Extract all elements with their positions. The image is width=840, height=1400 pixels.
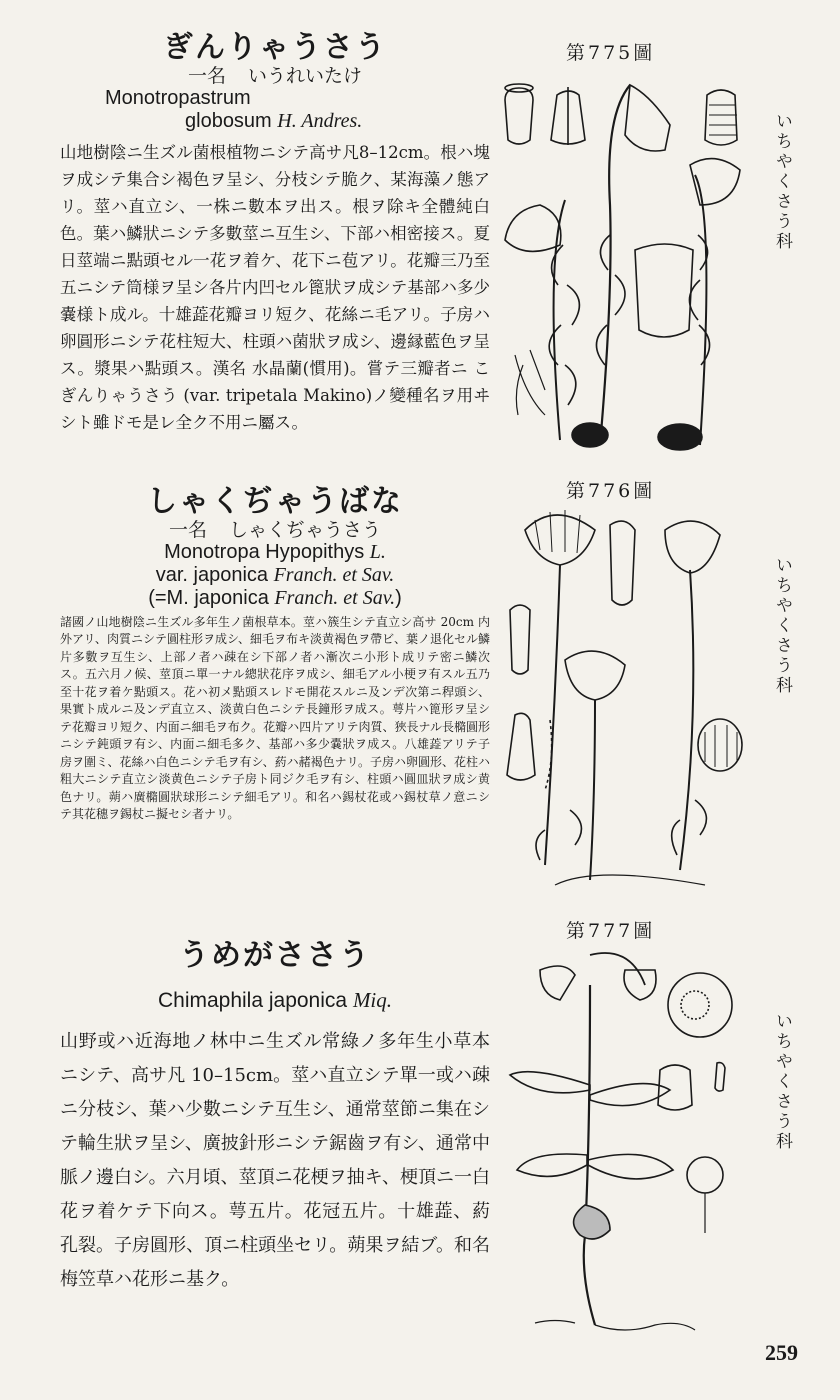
botanical-illustration-775 [495, 65, 765, 465]
family-label: いちやくさう科 [772, 112, 792, 252]
japanese-name: ぎんりゃうさう [163, 30, 387, 65]
latin-epithet: globosum [185, 109, 272, 132]
latin-name-line-2 [60, 564, 490, 587]
latin-variety: var. japonica [155, 563, 269, 586]
alternate-name [60, 520, 490, 541]
figure-label-776: 第776圖 [566, 480, 656, 502]
latin-author: L. [369, 540, 386, 563]
latin-name-line-2 [60, 110, 490, 133]
latin-name-line-1 [60, 541, 490, 564]
japanese-name: しゃくぢゃうばな [147, 484, 403, 519]
japanese-name: うめがささう [179, 938, 371, 973]
latin-author: Franch. et Sav. [274, 586, 396, 609]
latin-author: Miq. [352, 988, 393, 1012]
latin-author: Franch. et Sav. [273, 563, 395, 586]
family-label: いちやくさう科 [772, 556, 792, 696]
figure-label-777: 第777圖 [566, 920, 656, 942]
alternate-name [60, 66, 490, 87]
latin-synonym: (=M. japonica [148, 586, 269, 609]
botanical-illustration-777 [495, 945, 765, 1340]
latin-author: H. Andres. [277, 109, 363, 132]
alt-name-value: いうれいたけ [248, 65, 363, 87]
latin-paren: ) [395, 586, 402, 609]
alt-name-label: 一名 [168, 519, 207, 541]
latin-name-line-1: Monotropastrum [105, 86, 251, 109]
botanical-illustration-776 [495, 500, 765, 900]
entry-shakujouban [60, 484, 490, 824]
entry-umegasasou [60, 938, 490, 1297]
description-text: 山地樹陰ニ生ズル菌根植物ニシテ高サ凡8–12cm。根ハ塊ヲ成シテ集合シ褐色ヲ呈シ、分枝シテ脆ク、某海藻ノ態アリ。莖ハ直立シ、一株ニ數本ヲ出ス。根ヲ除キ全體純白色。葉ハ鱗狀ニシテ多數莖ニ互生シ、下部ハ相密接ス。夏日莖端ニ點頭セル一花ヲ着ケ、花下ニ苞アリ。花瓣三乃至五ニシテ筒様ヲ呈シ各片内凹セル篦狀ヲ成シテ基部ハ多少嚢様ト成ル。十雄蕋花瓣ヨリ短ク、花絲ニ毛アリ。子房ハ卵圓形ニシテ花柱短大、柱頭ハ菌狀ヲ成シ、邊縁藍色ヲ呈ス。漿果ハ點頭ス。漢名 水晶蘭(慣用)。嘗テ三瓣者ニ こぎんりゃうさう (var. tripetala Makino)ノ變種名ヲ用ヰシト雖ドモ是レ全ク不用ニ屬ス。 [60, 142, 490, 432]
alt-name-label: 一名 [187, 65, 226, 87]
family-label: いちやくさう科 [772, 1012, 792, 1152]
page-number: 259 [765, 1340, 798, 1365]
latin-name-line-1 [60, 988, 490, 1013]
alt-name-value: しゃくぢゃうさう [229, 519, 382, 541]
description-text: 諸國ノ山地樹陰ニ生ズル多年生ノ菌根草本。莖ハ簇生シテ直立シ高サ 20cm 内外アリ、肉質ニシテ圓柱形ヲ成シ、細毛ヲ布キ淡黄褐色ヲ帶ビ、葉ノ退化セル鱗片多數ヲ互生シ、上部ノ者ハ疎在シ下部ノ者ハ漸次ニ小形ト成リテ密ニ鱗次ス。五六月ノ候、莖頂ニ單一ナル總狀花序ヲ成シ、細毛アル小梗ヲ有スル五乃至十花ヲ着ケ點頭ス。花ハ初メ點頭スレドモ開花スルニ及ンデ次第ニ稈頭シ、果實ト成ルニ及ンデ直立ス、淡黄白色ニシテ長鐘形ヲ成ス。萼片ハ篦形ヲ呈シテ花瓣ヨリ短ク、内面ニ細毛ヲ布ク。花瓣ハ四片アリテ肉質、狹長ナル長橢圓形ニシテ鈍頭ヲ有シ、内面ニ細毛多ク、基部ハ多少嚢狀ヲ成ス。八雄蕋アリテ子房ヲ圍ミ、花絲ハ白色ニシテ毛ヲ有シ、葯ハ赭褐色ナリ。子房ハ卵圓形、花柱ハ粗大ニシテ直立シ淡黄色ニシテ子房ト同ジク毛ヲ有シ、柱頭ハ圓皿狀ヲ成シ黄色ナリ。蒴ハ廣橢圓狀球形ニシテ細毛アリ。和名ハ錫杖花或ハ錫杖草ノ意ニシテ其花穗ヲ錫杖ニ擬セシ者ナリ。 [60, 614, 490, 822]
latin-species: Monotropa Hypopithys [164, 540, 365, 563]
latin-species: Chimaphila japonica [157, 989, 348, 1012]
latin-name-line-3 [60, 587, 490, 610]
entry-ginryousou [60, 30, 490, 436]
figure-label-775: 第775圖 [566, 42, 656, 64]
description-text: 山野或ハ近海地ノ林中ニ生ズル常綠ノ多年生小草本ニシテ、高サ凡 10–15cm。莖ハ直立シテ單一或ハ疎ニ分枝シ、葉ハ少數ニシテ互生シ、通常莖節ニ集在シテ輪生狀ヲ呈シ、廣披針形ニシテ鋸齒ヲ有シ、通常中脈ノ邊白シ。六月頃、莖頂ニ花梗ヲ抽キ、梗頂ニ一白花ヲ着ケテ下向ス。萼五片。花冠五片。十雄蕋、葯孔裂。子房圓形、頂ニ柱頭坐セリ。蒴果ヲ結ブ。和名 梅笠草ハ花形ニ基ク。 [60, 1031, 490, 1291]
